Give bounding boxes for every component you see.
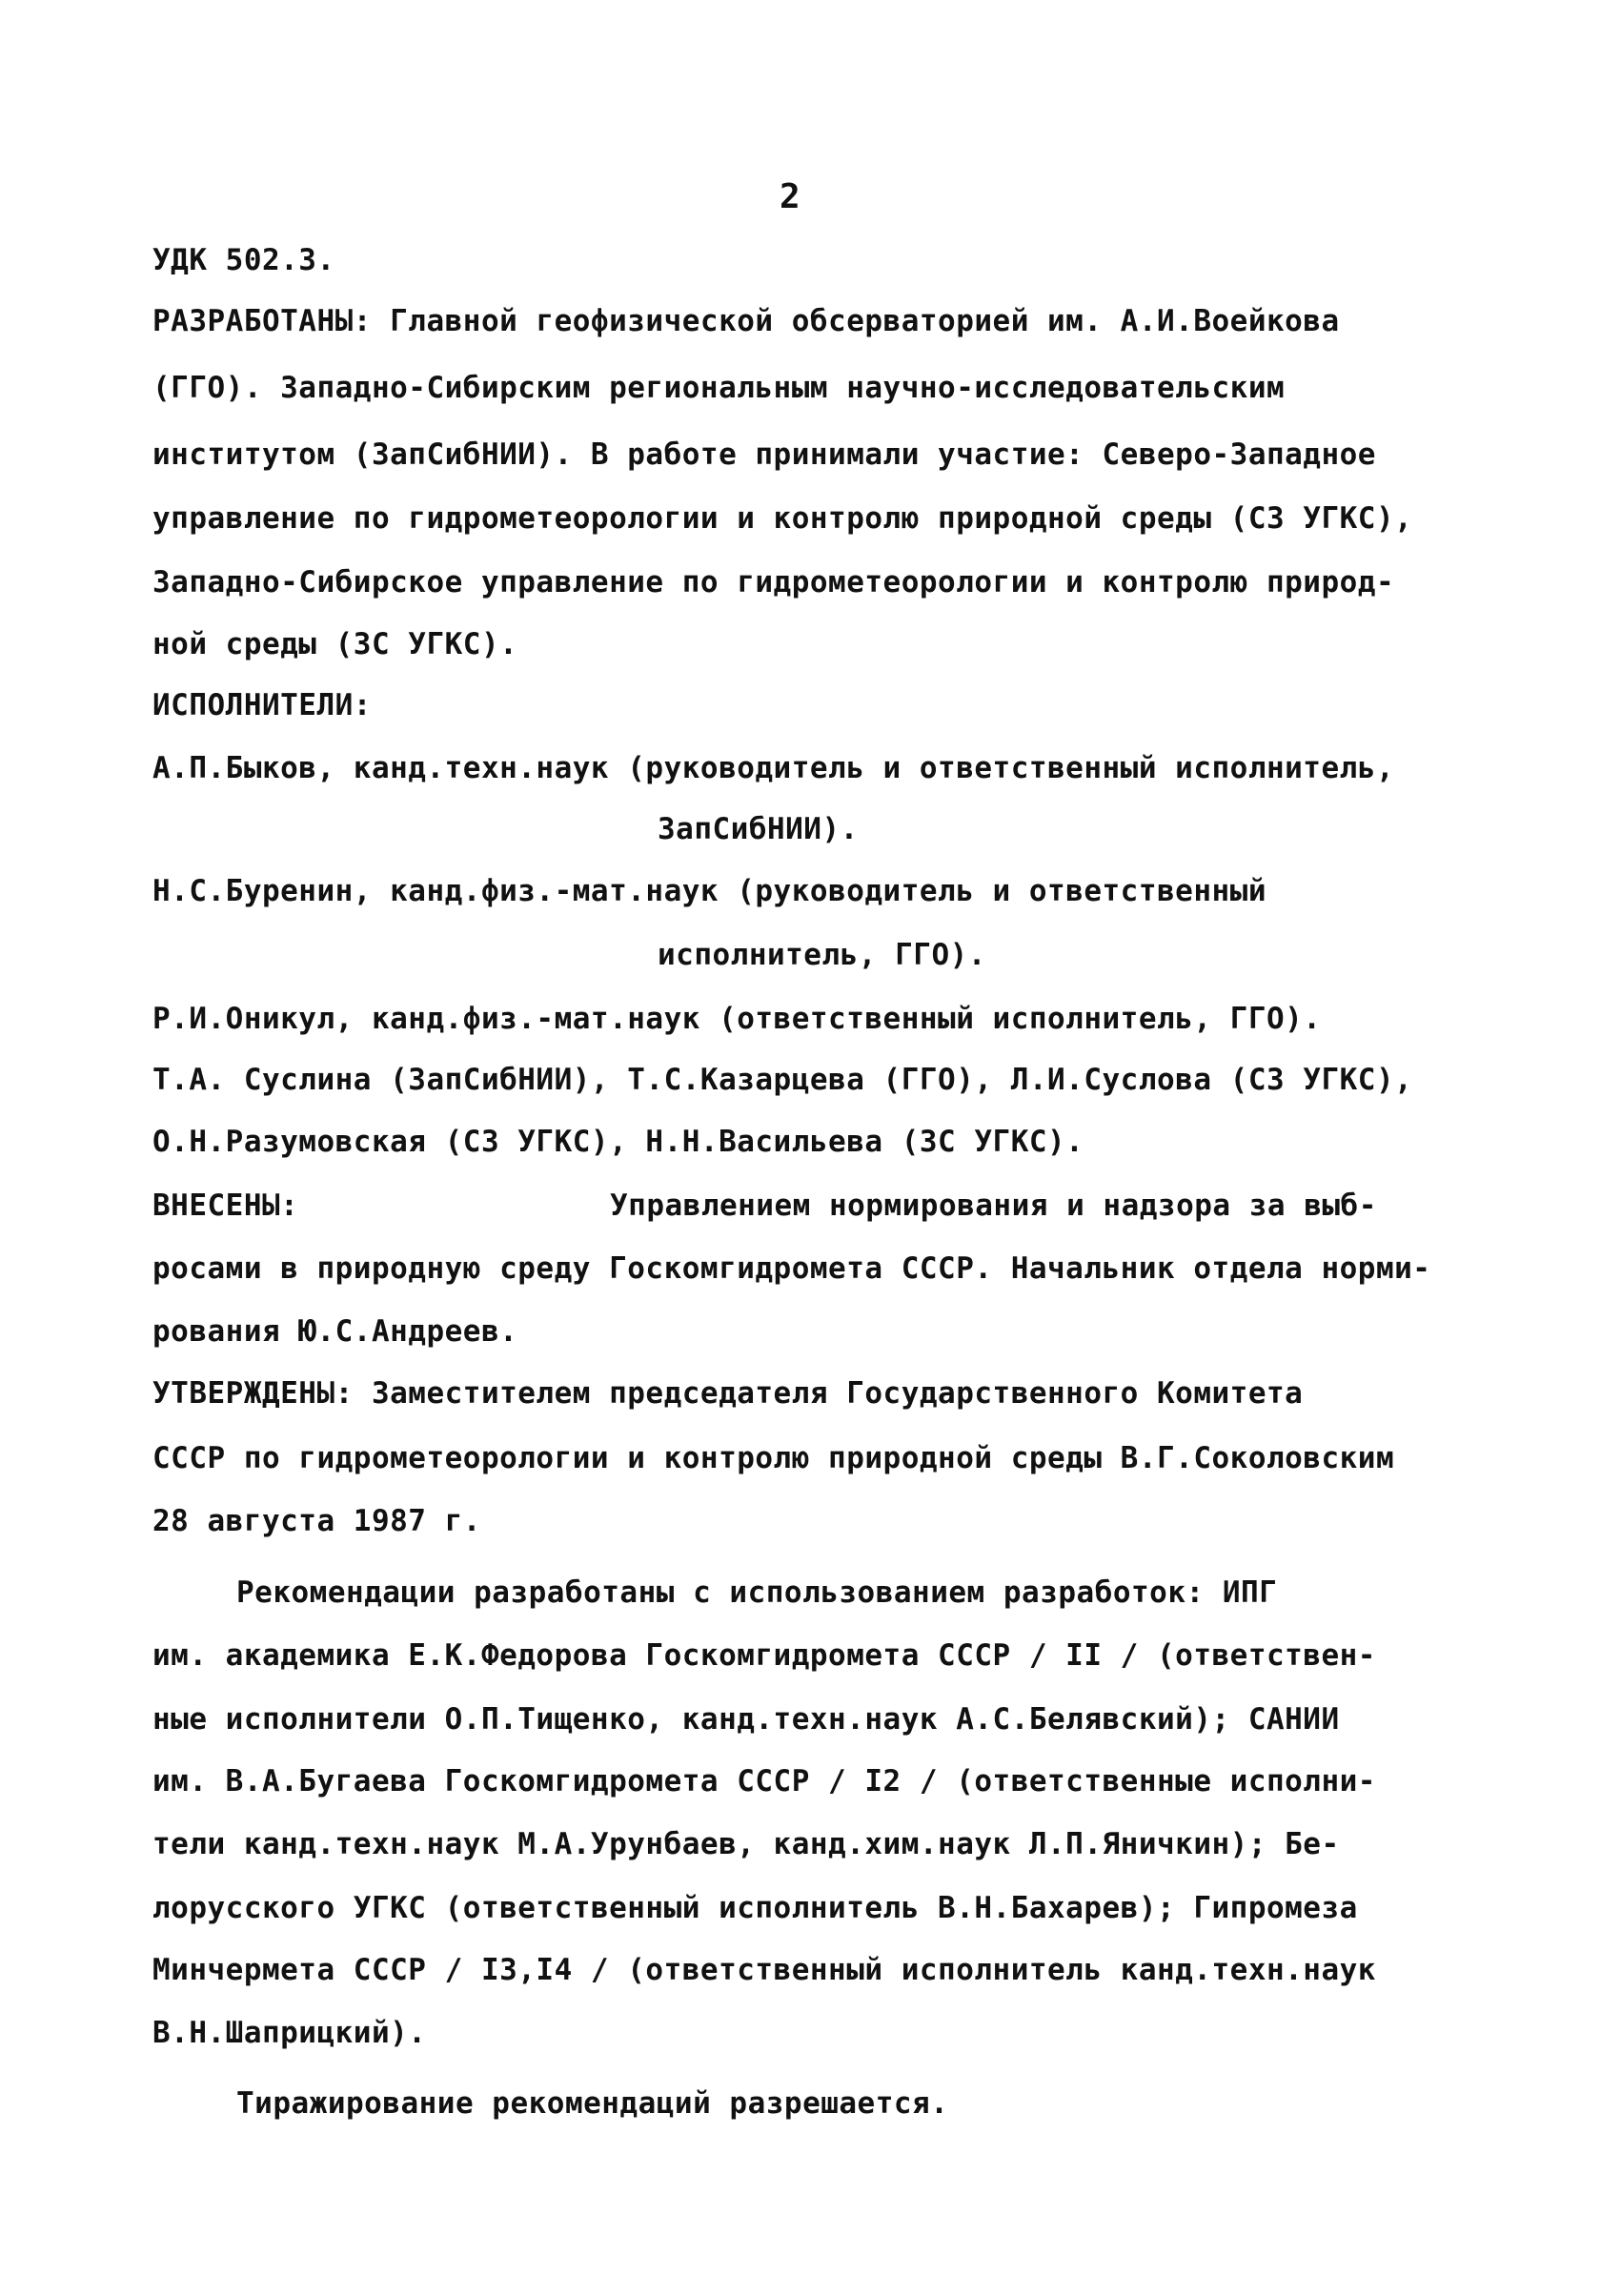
submitted-line: Управлением нормирования и надзора за выб-: [610, 1189, 1377, 1223]
developed-line: РАЗРАБОТАНЫ: Главной геофизической обсерваторией им. А.И.Воейкова: [152, 304, 1340, 338]
developed-line: институтом (ЗапСибНИИ). В работе принимали участие: Северо-Западное: [152, 437, 1376, 472]
approved-line: СССР по гидрометеорологии и контролю природной среды В.Г.Соколовским: [152, 1441, 1395, 1475]
submitted-line: росами в природную среду Госкомгидромета СССР. Начальник отдела норми-: [152, 1251, 1431, 1286]
reproduction-note: Тиражирование рекомендаций разрешается.: [236, 2086, 949, 2121]
developed-line: (ГГО). Западно-Сибирским региональным научно-исследовательским: [152, 371, 1286, 405]
submitted-label: ВНЕСЕНЫ:: [152, 1189, 299, 1223]
recommendations-line: В.Н.Шаприцкий).: [152, 2016, 427, 2050]
recommendations-line: тели канд.техн.наук М.А.Урунбаев, канд.хим.наук Л.П.Яничкин); Бе-: [152, 1827, 1340, 1861]
page-number: 2: [780, 177, 801, 216]
developed-line: ной среды (ЗС УГКС).: [152, 627, 518, 661]
recommendations-line: им. В.А.Бугаева Госкомгидромета СССР / I2 / (ответственные исполни-: [152, 1764, 1376, 1798]
executor-line: ЗапСибНИИ).: [658, 812, 859, 846]
recommendations-line: им. академика Е.К.Федорова Госкомгидромета СССР / II / (ответствен-: [152, 1638, 1376, 1673]
executor-line: Р.И.Оникул, канд.физ.-мат.наук (ответственный исполнитель, ГГО).: [152, 1002, 1322, 1036]
executor-line: Н.С.Буренин, канд.физ.-мат.наук (руководитель и ответственный: [152, 874, 1266, 908]
executor-line: Т.А. Суслина (ЗапСибНИИ), Т.С.Казарцева (ГГО), Л.И.Суслова (СЗ УГКС),: [152, 1063, 1413, 1097]
recommendations-line: Минчермета СССР / I3,I4 / (ответственный исполнитель канд.техн.наук: [152, 1953, 1376, 1987]
recommendations-line: Рекомендации разработаны с использованием разработок: ИПГ: [236, 1575, 1278, 1610]
executor-line: О.Н.Разумовская (СЗ УГКС), Н.Н.Васильева (ЗС УГКС).: [152, 1125, 1084, 1159]
developed-line: Западно-Сибирское управление по гидрометеорологии и контролю природ-: [152, 565, 1395, 599]
recommendations-line: ные исполнители О.П.Тищенко, канд.техн.наук А.С.Белявский); САНИИ: [152, 1702, 1340, 1737]
executor-line: А.П.Быков, канд.техн.наук (руководитель и ответственный исполнитель,: [152, 751, 1395, 785]
submitted-line: рования Ю.С.Андреев.: [152, 1314, 518, 1349]
developed-line: управление по гидрометеорологии и контролю природной среды (СЗ УГКС),: [152, 501, 1413, 536]
executors-heading: ИСПОЛНИТЕЛИ:: [152, 688, 372, 722]
approved-line: 28 августа 1987 г.: [152, 1504, 481, 1538]
udk-code: УДК 502.3.: [152, 243, 335, 277]
recommendations-line: лорусского УГКС (ответственный исполнитель В.Н.Бахарев); Гипромеза: [152, 1891, 1358, 1925]
approved-line: УТВЕРЖДЕНЫ: Заместителем председателя Государственного Комитета: [152, 1376, 1304, 1411]
executor-line: исполнитель, ГГО).: [658, 938, 986, 972]
